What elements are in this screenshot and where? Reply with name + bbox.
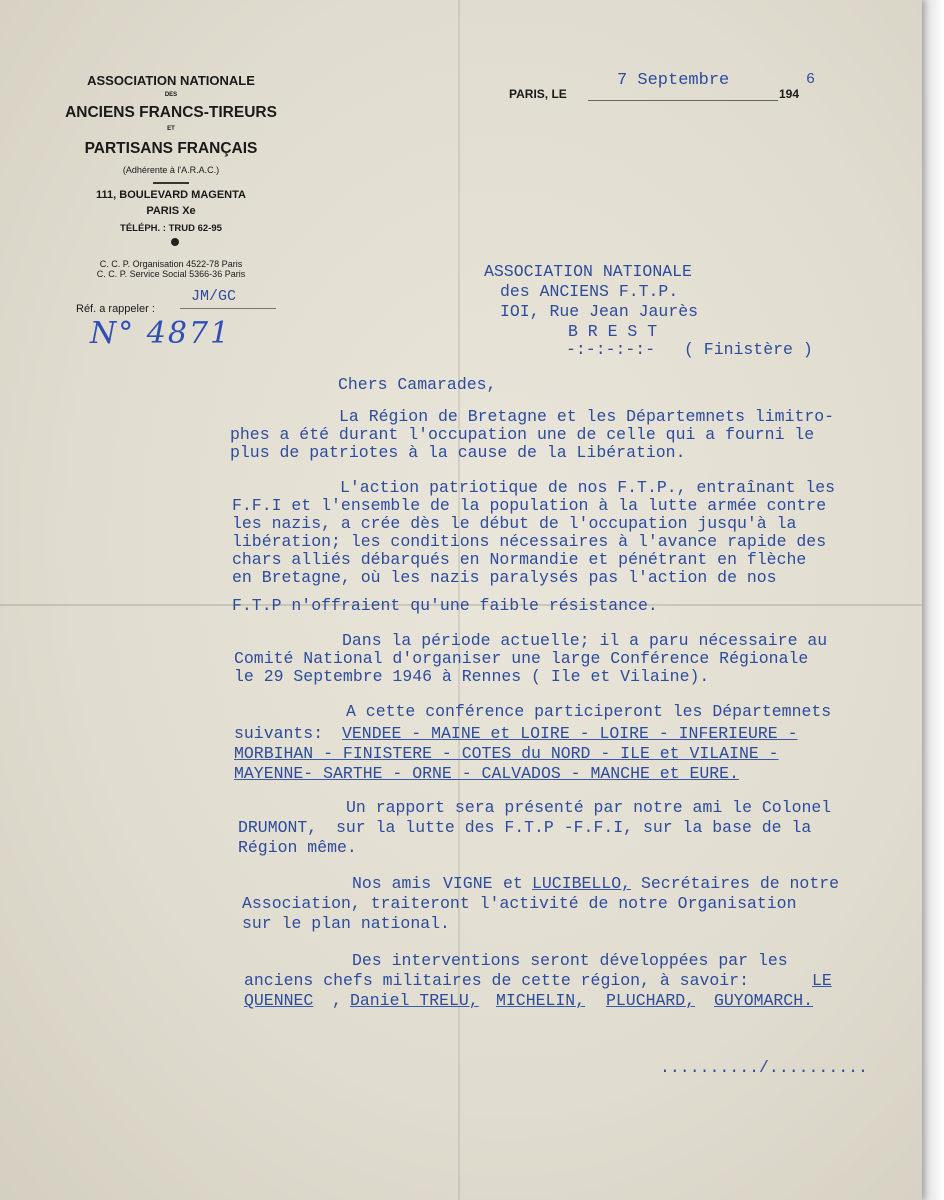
org-line3: PARTISANS FRANÇAIS — [84, 140, 258, 157]
ref-rule — [180, 308, 276, 309]
p2-line3: les nazis, a crée dès le début de l'occupation jusqu'à la — [232, 514, 797, 533]
p6-vigne: VIGNE — [443, 874, 493, 893]
telephone: TÉLÉPH. : TRUD 62-95 — [120, 223, 222, 234]
p7-separator: , — [332, 991, 342, 1010]
address-line1: 111, BOULEVARD MAGENTA — [96, 189, 246, 201]
continuation-marker: ........../.......... — [660, 1058, 868, 1077]
date-year-prefix: 194 — [779, 87, 800, 101]
p2-line7: F.T.P n'offraient qu'une faible résistance. — [232, 596, 658, 615]
p7-line2: anciens chefs militaires de cette région, à savoir: — [244, 971, 749, 990]
background-edge — [920, 0, 944, 1200]
p4-departements-line1: VENDEE - MAINE et LOIRE - LOIRE - INFERIEURE - — [342, 724, 798, 743]
p6-lucibello: LUCIBELLO, — [532, 874, 632, 893]
ccp-organisation: C. C. P. Organisation 4522-78 Paris — [99, 259, 243, 269]
recipient-city: B R E S T — [568, 322, 658, 341]
recipient-line2: des ANCIENS F.T.P. — [500, 282, 679, 301]
recipient-dashes: -:-:-:-:- — [566, 340, 656, 359]
ccp-service-social: C. C. P. Service Social 5366-36 Paris — [96, 269, 246, 279]
p2-line5: chars alliés débarqués en Normandie et pénétrant en flèche — [232, 550, 807, 569]
p7-name-le: LE — [812, 971, 832, 990]
bullet-dot — [171, 238, 179, 246]
p1-line1: La Région de Bretagne et les Départemnets limitro- — [339, 407, 835, 426]
p1-line2: phes a été durant l'occupation une de celle qui a fourni le — [230, 425, 815, 444]
p6-line3: sur le plan national. — [242, 914, 450, 933]
recipient-line1: ASSOCIATION NATIONALE — [484, 262, 692, 281]
letterhead-rule — [153, 182, 189, 184]
address-line2: PARIS Xe — [146, 205, 196, 217]
p7-name-guyomarch: GUYOMARCH. — [714, 991, 814, 1010]
org-des: DES — [164, 92, 178, 98]
p4-departements-line3: MAYENNE- SARTHE - ORNE - CALVADOS - MANCHE et EURE. — [234, 764, 739, 783]
p7-name-trelu: Daniel TRELU, — [350, 991, 479, 1010]
p5-line2: sur la lutte des F.T.P -F.F.I, sur la base de la — [336, 818, 812, 837]
p6-et: et — [503, 874, 523, 893]
p1-line3: plus de patriotes à la cause de la Libération. — [230, 443, 686, 462]
recipient-region: ( Finistère ) — [684, 340, 813, 359]
p2-line2: F.F.I et l'ensemble de la population à la lutte armée contre — [232, 496, 827, 515]
p2-line6: en Bretagne, où les nazis paralysés pas l'action de nos — [232, 568, 777, 587]
p2-line1: L'action patriotique de nos F.T.P., entraînant les — [340, 478, 836, 497]
p6-nos-amis: Nos amis — [352, 874, 432, 893]
date-rule — [588, 100, 778, 101]
p7-name-quennec: QUENNEC — [244, 991, 314, 1010]
date-day-month: 7 Septembre — [617, 71, 730, 90]
ref-label: Réf. a rappeler : — [76, 303, 155, 315]
salutation: Chers Camarades, — [338, 375, 497, 394]
org-line2: ANCIENS FRANCS-TIREURS — [65, 104, 277, 121]
org-line1: ASSOCIATION NATIONALE — [87, 73, 255, 88]
p3-line2: Comité National d'organiser une large Conférence Régionale — [234, 649, 809, 668]
p4-line1: A cette conférence participeront les Départemnets — [346, 702, 832, 721]
p5-line3: Région même. — [238, 838, 357, 857]
p3-line3: le 29 Septembre 1946 à Rennes ( Ile et Vilaine). — [234, 667, 710, 686]
ref-value: JM/GC — [191, 288, 237, 305]
p4-departements-line2: MORBIHAN - FINISTERE - COTES du NORD - ILE et VILAINE - — [234, 744, 779, 763]
p4-suivants: suivants: — [234, 724, 324, 743]
p7-line1: Des interventions seront développées par les — [352, 951, 788, 970]
p6-line1-rest: Secrétaires de notre — [641, 874, 840, 893]
handwritten-reference-number: N° 4871 — [90, 316, 232, 351]
adherente-note: (Adhérente à l'A.R.A.C.) — [122, 165, 220, 175]
p6-line2: Association, traiteront l'activité de notre Organisation — [242, 894, 797, 913]
p7-name-michelin: MICHELIN, — [496, 991, 586, 1010]
date-year-suffix: 6 — [806, 71, 816, 88]
p5-line1: Un rapport sera présenté par notre ami le Colonel — [346, 798, 832, 817]
p7-name-pluchard: PLUCHARD, — [606, 991, 696, 1010]
date-place-label: PARIS, LE — [509, 87, 567, 101]
p2-line4: libération; les conditions nécessaires à l'avance rapide des — [232, 532, 827, 551]
p3-line1: Dans la période actuelle; il a paru nécessaire au — [342, 631, 828, 650]
p5-drumont: DRUMONT, — [238, 818, 318, 837]
recipient-line3: IOI, Rue Jean Jaurès — [500, 302, 699, 321]
org-et: ET — [167, 126, 175, 132]
